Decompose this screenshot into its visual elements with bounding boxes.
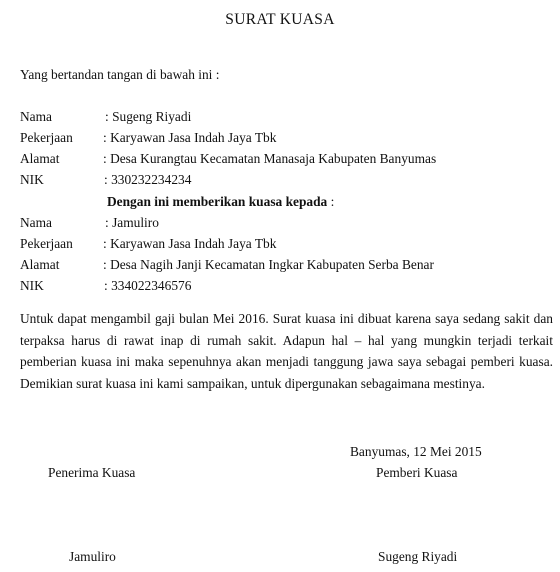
giver-signature-name: Sugeng Riyadi <box>378 549 458 564</box>
grantee-job-label: Pekerjaan <box>20 236 73 251</box>
letter-title: SURAT KUASA <box>225 11 335 28</box>
receiver-signature-name: Jamuliro <box>69 549 116 564</box>
grantee-name-label: Nama <box>20 215 52 230</box>
grantor-nik-label: NIK <box>20 172 44 187</box>
intro-text: Yang bertandan tangan di bawah ini : <box>20 67 220 82</box>
grantor-address-value: : Desa Kurangtau Kecamatan Manasaja Kabupaten Banyumas <box>103 151 437 166</box>
grant-subheading-text: Dengan ini memberikan kuasa kepada <box>107 194 328 209</box>
grantee-nik-label: NIK <box>20 278 44 293</box>
receiver-signature-label: Penerima Kuasa <box>48 465 136 480</box>
grant-subheading-colon: : <box>327 194 335 209</box>
grantee-job-value: : Karyawan Jasa Indah Jaya Tbk <box>103 236 277 251</box>
place-and-date: Banyumas, 12 Mei 2015 <box>350 444 482 459</box>
grantor-nik-value: : 330232234234 <box>104 172 192 187</box>
grantee-name-value: : Jamuliro <box>105 215 159 230</box>
grantee-address-label: Alamat <box>20 257 60 272</box>
letter-body-paragraph: Untuk dapat mengambil gaji bulan Mei 2016. Surat kuasa ini dibuat karena saya sedang sakit dan terpaksa harus di rawat inap di rumah sakit. Adapun hal – hal yang mungkin terjadi terkait pemberian kuasa ini maka sepenuhnya akan menjadi tanggung jawa saya sebagai pemberi kuasa. Demikian surat kuasa ini kami sampaikan, untuk dipergunakan sebagaimana mestinya. <box>20 311 553 391</box>
grantor-name-label: Nama <box>20 109 52 124</box>
grantor-job-label: Pekerjaan <box>20 130 73 145</box>
grant-subheading <box>107 192 334 212</box>
grantor-job-value: : Karyawan Jasa Indah Jaya Tbk <box>103 130 277 145</box>
grantee-nik-value: : 334022346576 <box>104 278 192 293</box>
grantor-name-value: : Sugeng Riyadi <box>105 109 192 124</box>
grantor-address-label: Alamat <box>20 151 60 166</box>
grantee-address-value: : Desa Nagih Janji Kecamatan Ingkar Kabupaten Serba Benar <box>103 257 434 272</box>
giver-signature-label: Pemberi Kuasa <box>376 465 458 480</box>
